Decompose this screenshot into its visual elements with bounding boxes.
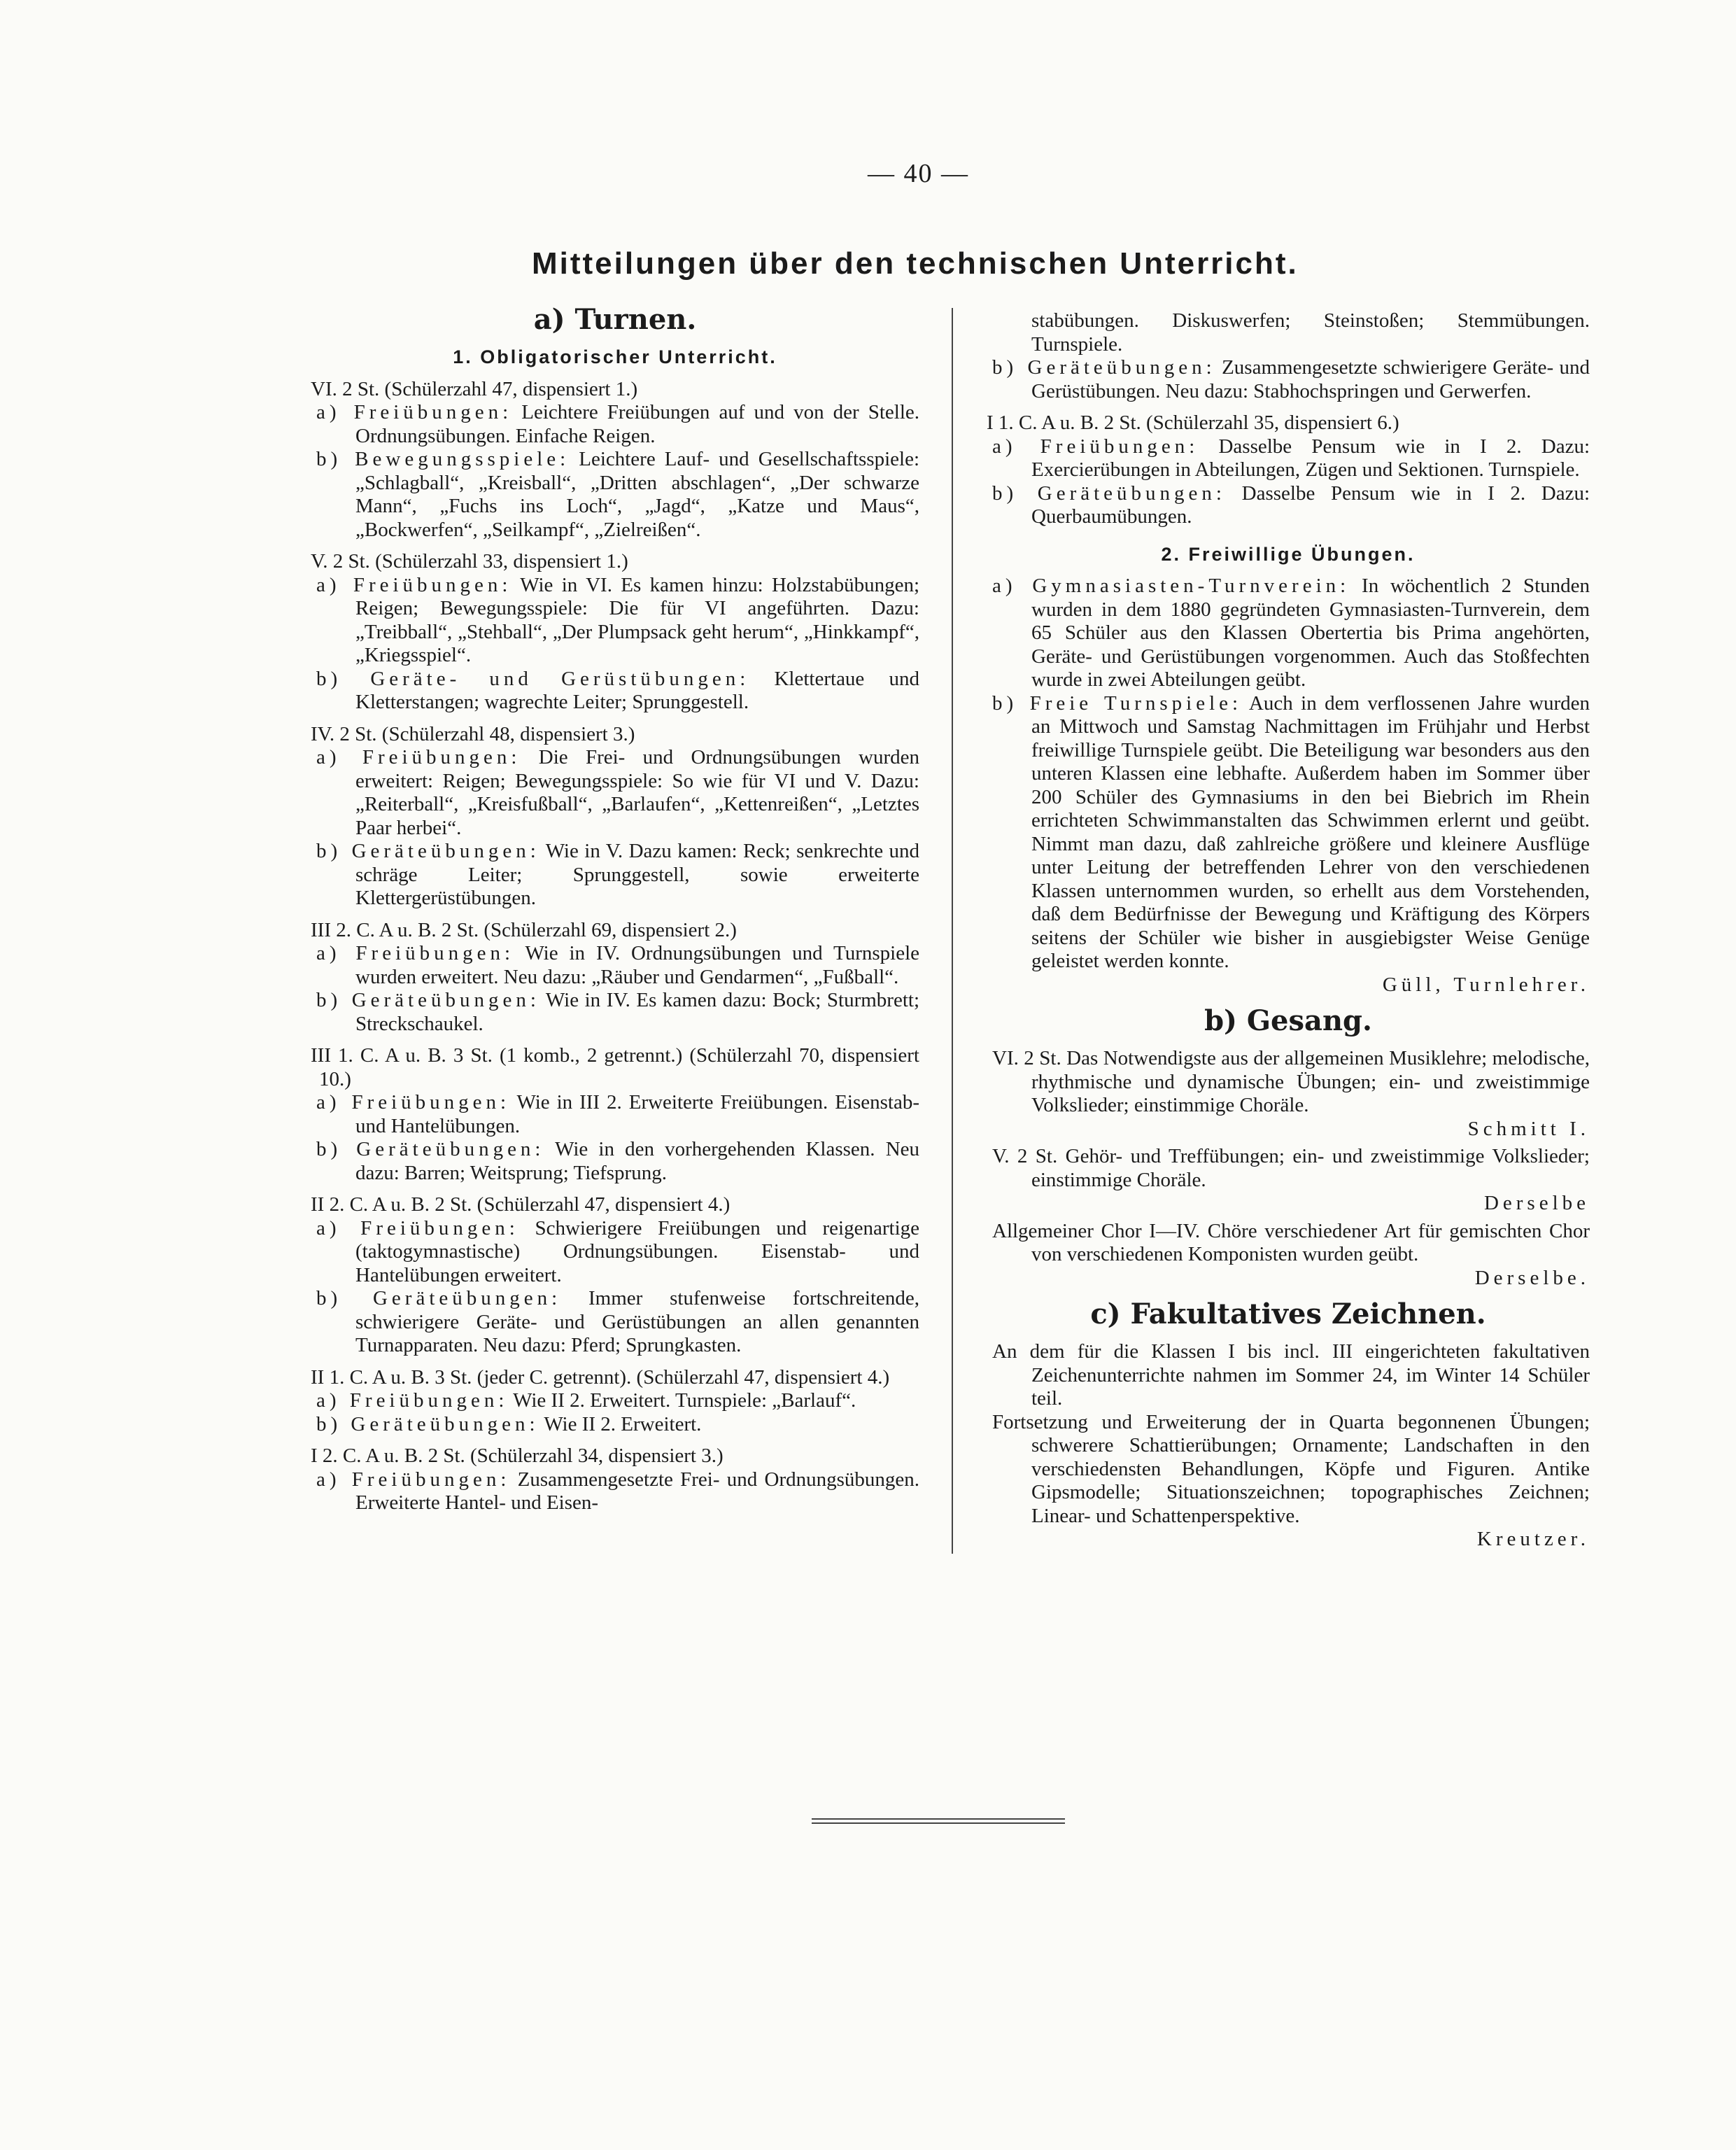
item-text: Leichtere Freiübungen auf und von der Stelle. Ordnungsübungen. Einfache Reigen. [355,401,919,447]
class-ii1-item-b [311,1413,919,1437]
gesang-chor: Allgemeiner Chor I—IV. Chöre verschiedener Art für gemischten Chor von verschiedenen Komponisten wurden geübt. [992,1219,1590,1265]
item-text: Zusammengesetzte schwierigere Geräte- und Gerüstübungen. Neu dazu: Stabhochspringen und Gerwerfen. [1031,356,1590,402]
item-label: a) Gymnasiasten-Turnverein: [992,575,1350,597]
subheading-voluntary: 2. Freiwillige Übungen. [1161,543,1416,565]
item-label: a) Freiübungen: [316,1091,511,1113]
class-iii1-heading: III 1. C. A u. B. 3 St. (1 komb., 2 getrennt.) (Schülerzahl 70, dispensiert 10.) [311,1044,919,1090]
page-title: Mitteilungen über den technischen Unterricht. [532,246,1299,281]
item-text: Schwierigere Freiübungen und reigenartige (taktogymnastische) Ordnungsübungen. Eisenstab- und Hantelübungen erweitert. [355,1216,919,1286]
signature-kreutzer: Kreutzer. [1476,1528,1590,1550]
voluntary-item-a [987,575,1590,692]
left-column [311,300,919,1515]
class-i1-item-b [987,482,1590,529]
class-iii1-item-a [311,1091,919,1138]
item-label: b) Geräteübungen: [316,989,540,1011]
item-label: a) Freiübungen: [316,746,521,768]
item-label: a) Freiübungen: [316,1468,511,1491]
item-text: Auch in dem verflossenen Jahre wurden an Mittwoch und Samstag Nachmittagen im Frühjahr und Herbst freiwillige Turnspiele geübt. Die Beteiligung war besonders aus den unteren Klassen eine lebhafte. Außerdem haben im Sommer über 200 Schüler des Gymnasiums in den bei Biebrich im Rhein errichteten Schwimmanstalten das Schwimmen erlernt und geübt. Nimmt man dazu, daß zahlreiche größere und kleinere Ausflüge unter Leitung der betreffenden Lehrer von den verschiedenen Klassen unternommen wurden, so erhellt aus dem Vorstehenden, daß dem Bedürfnisse der Bewegung und Kräftigung des Körpers seitens der Schüler wie bisher in ausgiebigster Weise Genüge geleistet werden konnte. [1031,691,1590,972]
item-label: b) Geräteübungen: [316,1287,562,1309]
item-label: b) Geräteübungen: [316,840,540,862]
signature-gull: Güll, Turnlehrer. [1382,973,1590,996]
class-i1-item-a [987,435,1590,482]
item-label: b) Geräteübungen: [316,1412,539,1435]
gesang-vi: VI. 2 St. Das Notwendigste aus der allgemeinen Musiklehre; melodische, rhythmische und dynamische Übungen; ein- und zweistimmige Volkslieder; einstimmige Choräle. [992,1047,1590,1116]
item-text: Wie in V. Dazu kamen: Reck; senkrechte und schräge Leiter; Sprunggestell, sowie erweiterte Klettergerüstübungen. [355,840,920,909]
class-i1-heading: I 1. C. A u. B. 2 St. (Schülerzahl 35, dispensiert 6.) [987,412,1399,434]
class-v-heading: V. 2 St. (Schülerzahl 33, dispensiert 1.) [311,550,628,572]
item-label: b) Geräteübungen: [316,1138,545,1160]
section-heading-gesang: b) Gesang. [1204,1004,1372,1037]
item-text: Wie in IV. Es kamen dazu: Bock; Sturmbrett; Streckschaukel. [355,989,919,1035]
class-iii2-item-b [311,989,919,1036]
class-ii2-item-a [311,1217,919,1288]
class-vi-item-b [311,448,919,542]
item-text: Immer stufenweise fortschreitende, schwierigere Geräte- und Gerüstübungen an allen genannten Turnapparaten. Neu dazu: Pferd; Sprungkasten. [355,1287,920,1356]
item-text: Wie in VI. Es kamen hinzu: Holzstabübungen; Reigen; Bewegungsspiele: Die für VI angeführten. Dazu: „Treibball“, „Stehball“, „Der Plumpsack geht herum“, „Hinkkampf“, „Kriegsspiel“. [355,573,920,666]
item-text: Wie II 2. Erweitert. Turnspiele: „Barlauf“. [508,1389,856,1412]
class-vi-heading: VI. 2 St. (Schülerzahl 47, dispensiert 1.) [311,377,638,400]
class-ii1-heading: II 1. C. A u. B. 3 St. (jeder C. getrennt). (Schülerzahl 47, dispensiert 4.) [311,1365,890,1389]
gesang-v: V. 2 St. Gehör- und Treffübungen; ein- und zweistimmige Volkslieder; einstimmige Choräle. [992,1145,1590,1191]
item-label: b) Geräteübungen: [992,482,1226,505]
subheading-obligatory: 1. Obligatorischer Unterricht. [453,346,777,367]
column-divider [952,308,953,1554]
class-iii1-item-b [311,1138,919,1185]
item-label: a) Freiübungen: [316,1216,519,1239]
item-label: b) Bewegungsspiele: [316,448,570,470]
class-i2-item-a [311,1468,919,1515]
item-text: Die Frei- und Ordnungsübungen wurden erweitert: Reigen; Bewegungsspiele: So wie für VI und V. Dazu: „Reiterball“, „Kreisfußball“, „Barlaufen“, „Kettenreißen“, „Letztes Paar herbei“. [355,746,919,839]
end-rule-top [812,1818,1065,1820]
class-iii2-heading: III 2. C. A u. B. 2 St. (Schülerzahl 69, dispensiert 2.) [311,918,737,941]
item-text: Dasselbe Pensum wie in I 2. Dazu: Exercierübungen in Abteilungen, Zügen und Sektionen. Turnspiele. [1031,435,1590,481]
section-heading-turnen: a) Turnen. [533,303,697,336]
item-text: Dasselbe Pensum wie in I 2. Dazu: Querbaumübungen. [1031,482,1590,528]
item-text: Zusammengesetzte Frei- und Ordnungsübungen. Erweiterte Hantel- und Eisen- [355,1468,920,1514]
item-label: b) Geräteübungen: [992,356,1216,379]
item-text: Wie in den vorhergehenden Klassen. Neu dazu: Barren; Weitsprung; Tiefsprung. [355,1138,920,1184]
end-rule-bottom [812,1822,1065,1824]
item-label: a) Freiübungen: [992,435,1199,458]
signature-derselbe-2: Derselbe. [1474,1266,1590,1289]
item-text: Wie II 2. Erweitert. [539,1412,702,1435]
item-text: In wöchentlich 2 Stunden wurden in dem 1880 gegründeten Gymnasiasten-Turnverein, dem 65 Schüler aus den Klassen Obertertia bis Prima angehörten, Geräte- und Gerüstübungen vorgenommen. Auch das Stoßfechten wurde in zwei Abteilungen geübt. [1031,575,1590,691]
class-i2-item-a-continued: stabübungen. Diskuswerfen; Steinstoßen; Stemmübungen. Turnspiele. [1031,309,1590,356]
item-label: a) Freiübungen: [316,401,513,423]
section-heading-zeichnen: c) Fakultatives Zeichnen. [1090,1298,1486,1330]
item-label: a) Freiübungen: [316,942,515,964]
zeichnen-paragraph-1: An dem für die Klassen I bis incl. III eingerichteten fakultativen Zeichenunterrichte nahmen im Sommer 24, im Winter 14 Schüler teil. [992,1340,1590,1410]
item-label: a) Freiübungen: [316,573,512,596]
class-ii1-item-a [311,1389,919,1413]
class-vi-item-a [311,401,919,448]
item-text: Leichtere Lauf- und Gesellschaftsspiele: „Schlagball“, „Kreisball“, „Dritten abschlagen“, „Der schwarze Mann“, „Fuchs ins Loch“, „Jagd“, „Katze und Maus“, „Bockwerfen“, „Seilkampf“, „Zielreißen“. [355,448,920,541]
signature-schmitt: Schmitt I. [1467,1117,1590,1140]
item-text: Wie in III 2. Erweiterte Freiübungen. Eisenstab- und Hantelübungen. [355,1091,920,1137]
item-label: b) Geräte- und Gerüstübungen: [316,667,750,690]
right-column [987,300,1590,1552]
voluntary-item-b [987,692,1590,974]
item-text: Klettertaue und Kletterstangen; wagrechte Leiter; Sprunggestell. [355,667,919,713]
page-number: — 40 — [868,159,969,188]
class-ii2-item-b [311,1287,919,1358]
class-i2-item-b [987,356,1590,403]
zeichnen-paragraph-2: Fortsetzung und Erweiterung der in Quarta begonnenen Übungen; schwerere Schattierübungen; Ornamente; Landschaften in den verschiedensten Behandlungen, Köpfe und Figuren. Antike Gipsmodelle; Situationszeichnen; topographisches Zeichnen; Linear- und Schattenperspektive. [992,1410,1590,1527]
class-i2-heading: I 2. C. A u. B. 2 St. (Schülerzahl 34, dispensiert 3.) [311,1445,724,1467]
class-iii2-item-a [311,942,919,989]
class-iv-item-a [311,746,919,840]
item-label: b) Freie Turnspiele: [992,691,1243,715]
class-v-item-a [311,574,919,668]
class-iv-heading: IV. 2 St. (Schülerzahl 48, dispensiert 3.) [311,722,635,745]
class-ii2-heading: II 2. C. A u. B. 2 St. (Schülerzahl 47, dispensiert 4.) [311,1193,731,1216]
class-iv-item-b [311,840,919,911]
signature-derselbe-1: Derselbe [1483,1192,1590,1214]
class-v-item-b [311,668,919,715]
item-text: Wie in IV. Ordnungsübungen und Turnspiele wurden erweitert. Neu dazu: „Räuber und Gendarmen“, „Fußball“. [355,942,920,988]
item-label: a) Freiübungen: [316,1389,509,1412]
